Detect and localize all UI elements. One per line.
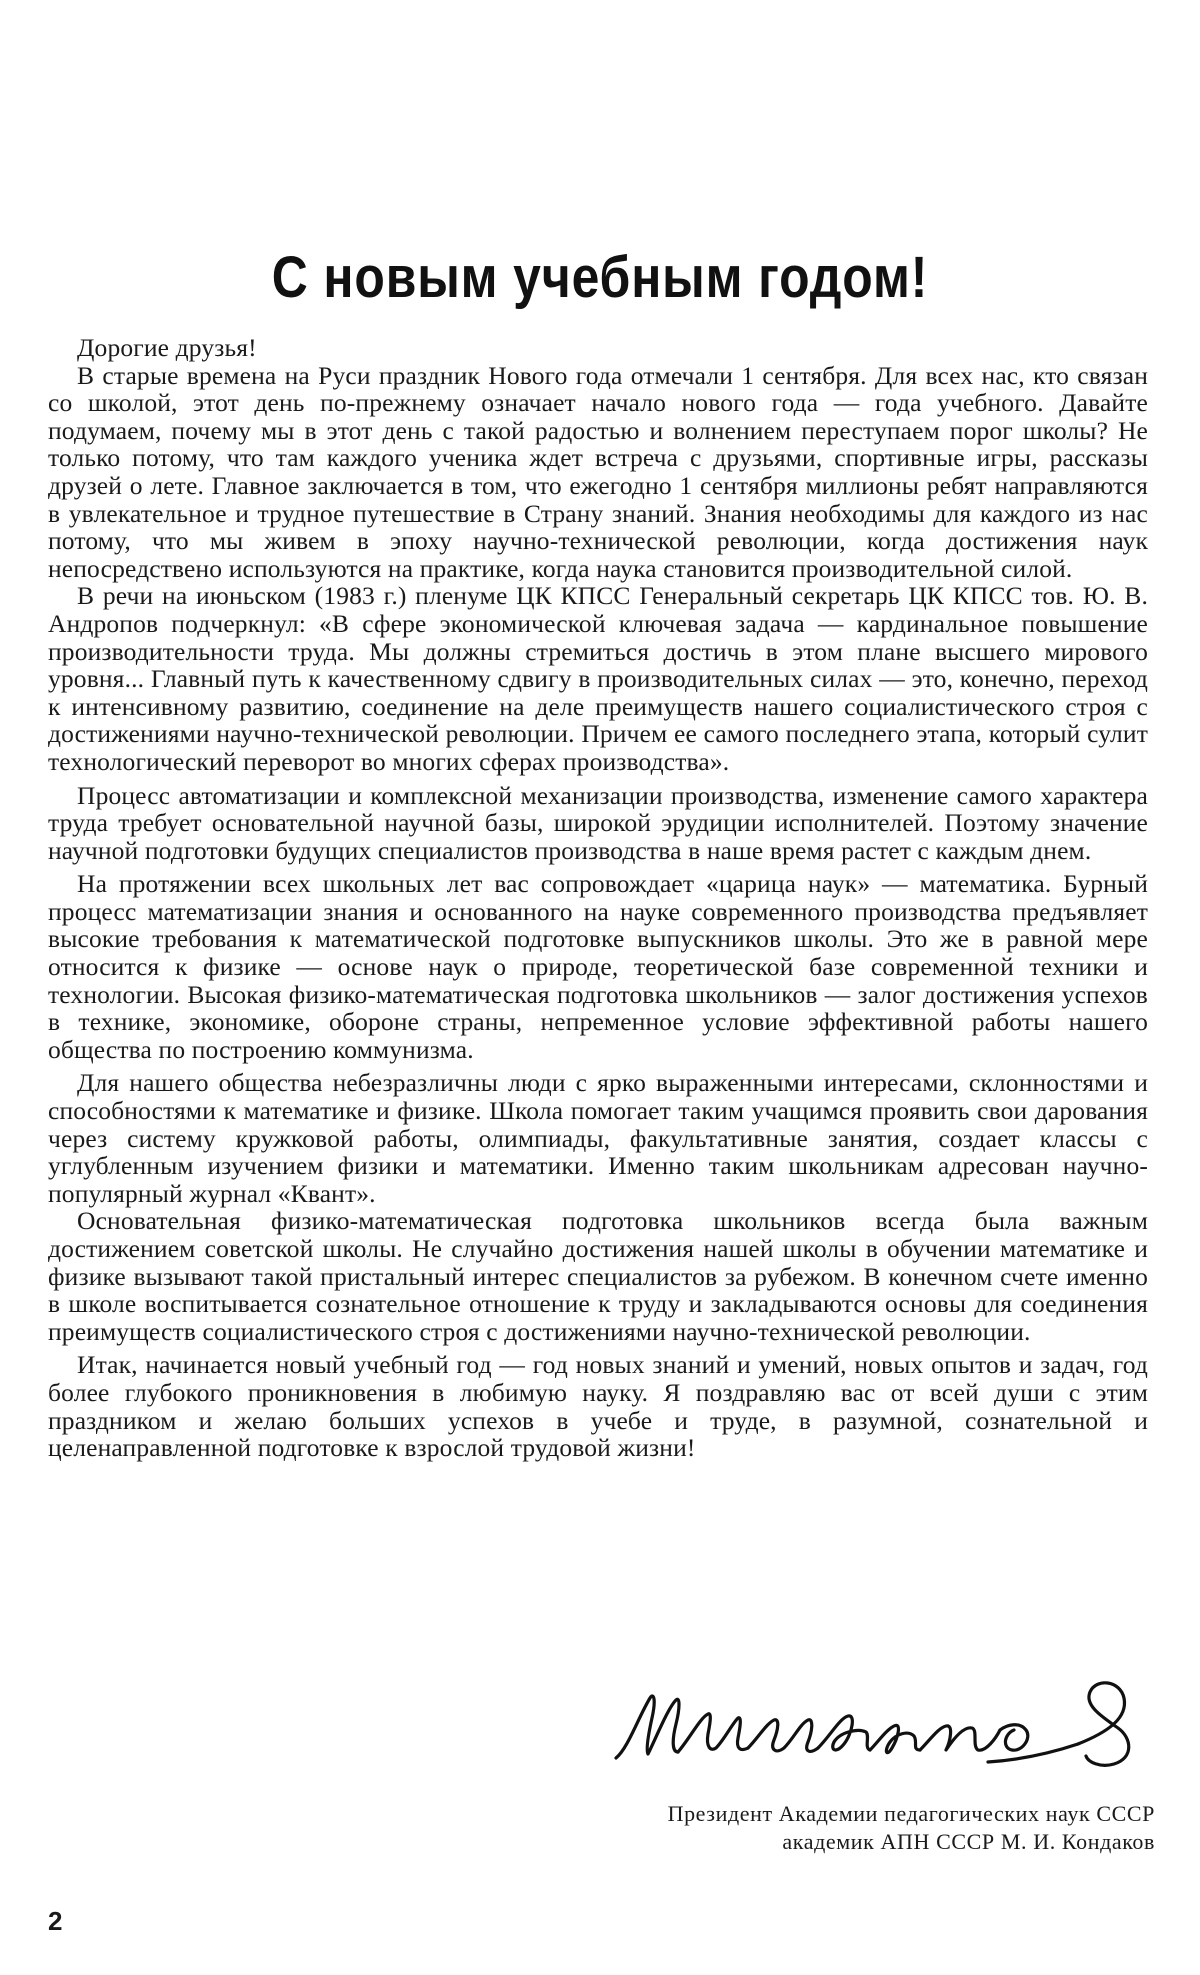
- paragraph-3: Процесс автоматизации и комплексной механизации производства, изменение самого характера труда требует основательной научной базы, широкой эрудиции исполнителей. Поэтому значение научной подготовки будущих специалистов производства в наше время растет с каждым днем.: [48, 780, 1148, 865]
- paragraph-1: В старые времена на Руси праздник Нового года отмечали 1 сентября. Для всех нас, кто связан со школой, этот день по-прежнему означает начало нового года — года учебного. Давайте подумаем, почему мы в этот день с такой радостью и волнением переступаем порог школы? Не только потому, что там каждого ученика ждет встреча с друзьями, спортивные игры, рассказы друзей о лете. Главное заключается в том, что ежегодно 1 сентября миллионы ребят направляются в увлекательное и трудное путешествие в Страну знаний. Знания необходимы для каждого из нас потому, что мы живем в эпоху научно-технической революции, когда достижения наук непосредствено используются на практике, когда наука становится производительной силой.: [48, 360, 1148, 583]
- paragraph-7: Итак, начинается новый учебный год — год новых знаний и умений, новых опытов и задач, год более глубокого проникновения в любимую науку. Я поздравляю вас от всей души с этим праздником и желаю больших успехов в учебе и труде, в разумной, сознательной и целенаправленной подготовке к взрослой трудовой жизни!: [48, 1350, 1148, 1463]
- signatory-block: [668, 1800, 1155, 1856]
- paragraph-5: Для нашего общества небезразличны люди с ярко выраженными интересами, склонностями и способностями к математике и физике. Школа помогает таким учащимся проявить свои дарования через систему кружковой работы, олимпиады, факультативные занятия, создает классы с углубленным изучением физики и математики. Именно таким школьникам адресован научно-популярный журнал «Квант».: [48, 1068, 1148, 1208]
- handwritten-signature: [608, 1658, 1158, 1778]
- article-body: [48, 334, 1148, 1462]
- greeting: Дорогие друзья!: [77, 333, 257, 362]
- paragraph-4: На протяжении всех школьных лет вас сопровождает «царица наук» — математика. Бурный процесс математизации знания и основанного на науке современного производства предъявляет высокие требования к математической подготовке выпускников школы. Это же в равной мере относится к физике — основе наук о природе, теоретической базе современной техники и технологии. Высокая физико-математическая подготовка школьников — залог достижения успехов в технике, экономике, обороне страны, непременное условие эффективной работы нашего общества по построению коммунизма.: [48, 869, 1148, 1064]
- paragraph-2: В речи на июньском (1983 г.) пленуме ЦК КПСС Генеральный секретарь ЦК КПСС тов. Ю. В. Андропов подчеркнул: «В сфере экономической ключевая задача — кардинальное повышение производительности труда. Мы должны стремиться достичь в этом плане высшего мирового уровня... Главный путь к качественному сдвигу в производительных силах — это, конечно, переход к интенсивному развитию, соединение на деле преимуществ нашего социалистического строя с достижениями научно-технической революции. Причем ее самого последнего этапа, который сулит технологический переворот во многих сферах производства».: [48, 581, 1148, 776]
- page-title: С новым учебным годом!: [271, 244, 929, 310]
- paragraph-6: Основательная физико-математическая подготовка школьников всегда была важным достижением советской школы. Не случайно достижения нашей школы в обучении математике и физике вызывают такой пристальный интерес специалистов за рубежом. В конечном счете именно в школе воспитывается сознательное отношение к труду и закладываются основы для соединения преимуществ социалистического строя с достижениями научно-технической революции.: [48, 1206, 1148, 1346]
- page-number: 2: [48, 1906, 63, 1936]
- signatory-title: Президент Академии педагогических наук СССР: [667, 1801, 1155, 1826]
- signatory-name: академик АПН СССР М. И. Кондаков: [782, 1829, 1155, 1854]
